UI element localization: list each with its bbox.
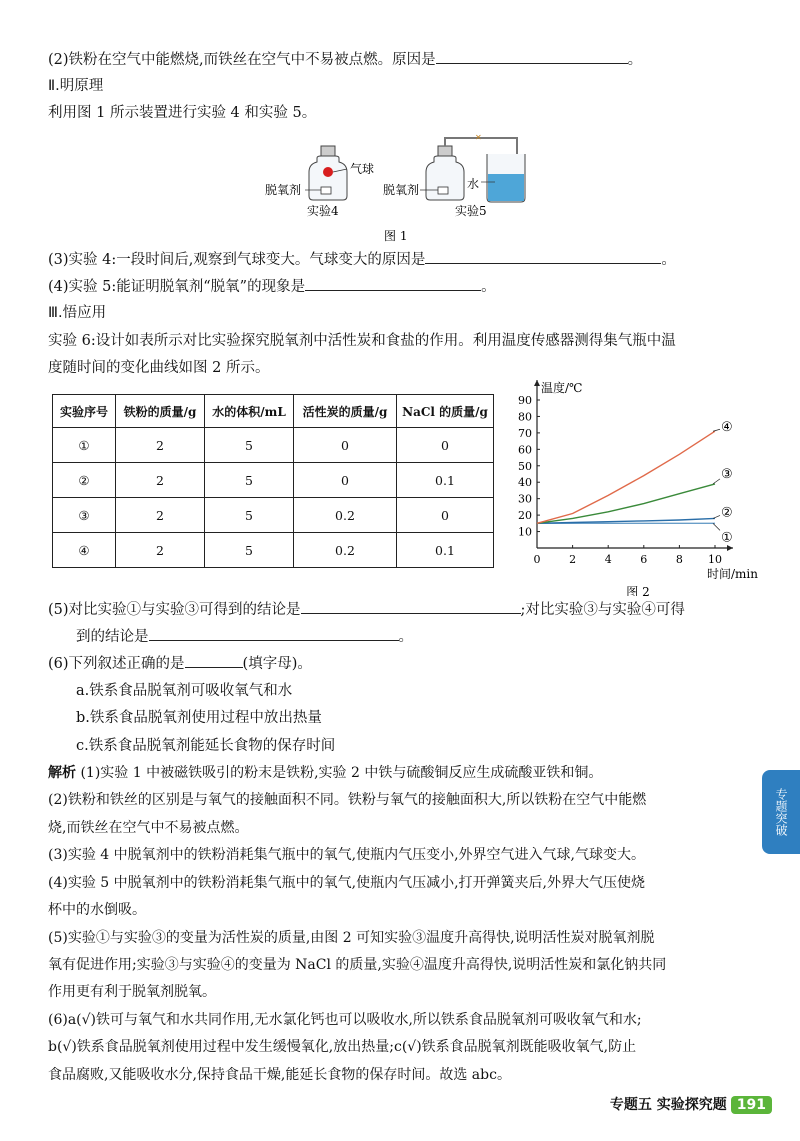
analysis-line: 解析 (1)实验 1 中被磁铁吸引的粉末是铁粉,实验 2 中铁与硫酸铜反应生成硫酸亚铁和铜。 — [48, 765, 603, 781]
x-tick-label: 10 — [708, 553, 722, 566]
x-tick-label: 6 — [640, 553, 648, 566]
series-leader — [713, 429, 720, 431]
question-3: (3)实验 4:一段时间后,观察到气球变大。气球变大的原因是 。 — [48, 249, 676, 270]
answer-blank[interactable] — [301, 599, 521, 614]
y-tick-label: 50 — [518, 459, 532, 473]
balloon-icon — [323, 167, 333, 177]
series-leader — [713, 523, 720, 530]
answer-blank[interactable] — [185, 653, 243, 668]
experiment-table — [52, 394, 494, 568]
analysis-line: 食品腐败,又能吸收水分,保持食品干燥,能延长食物的保存时间。故选 abc。 — [48, 1067, 511, 1083]
section-text: 度随时间的变化曲线如图 2 所示。 — [48, 360, 270, 376]
x-axis-label: 时间/min — [707, 567, 758, 581]
agent-label-5: 脱氧剂 — [383, 183, 420, 197]
water-label: 水 — [467, 177, 480, 191]
question-5: (5)对比实验①与实验③可得到的结论是 ;对比实验③与实验④可得 — [48, 599, 685, 620]
y-tick-label: 90 — [518, 394, 532, 407]
exp5-label: 实验5 — [455, 204, 487, 218]
answer-blank[interactable] — [425, 249, 661, 264]
analysis-line: (4)实验 5 中脱氧剂中的铁粉消耗集气瓶中的氧气,使瓶内气压减小,打开弹簧夹后,外界大气压使烧 — [48, 875, 645, 891]
series-leader — [713, 479, 720, 484]
answer-blank[interactable] — [305, 276, 481, 291]
option-a: a.铁系食品脱氧剂可吸收氧气和水 — [76, 683, 293, 699]
option-c: c.铁系食品脱氧剂能延长食物的保存时间 — [76, 738, 336, 754]
table-row: ① 2 5 0 0 — [53, 428, 494, 463]
series-label: ④ — [721, 420, 733, 436]
bottle-exp5 — [420, 133, 525, 202]
analysis-line: b(√)铁系食品脱氧剂使用过程中发生缓慢氧化,放出热量;c(√)铁系食品脱氧剂既能吸收氧气,防止 — [48, 1039, 637, 1055]
question-6: (6)下列叙述正确的是 (填字母)。 — [48, 653, 312, 674]
section-intro: 利用图 1 所示装置进行实验 4 和实验 5。 — [48, 105, 317, 121]
page-footer — [610, 1094, 772, 1114]
y-tick-label: 20 — [518, 509, 532, 523]
temperature-chart — [505, 378, 765, 596]
y-axis-label: 温度/℃ — [541, 381, 583, 395]
analysis-line: (3)实验 4 中脱氧剂中的铁粉消耗集气瓶中的氧气,使瓶内气压变小,外界空气进入气球,气球变大。 — [48, 847, 645, 863]
question-2: (2)铁粉在空气中能燃烧,而铁丝在空气中不易被点燃。原因是 。 — [48, 49, 642, 70]
chart-title: 图 2 — [626, 585, 650, 596]
x-tick-label: 0 — [533, 553, 541, 566]
x-tick-label: 2 — [569, 553, 577, 566]
table-row: ② 2 5 0 0.1 — [53, 463, 494, 498]
analysis-line: (6)a(√)铁可与氧气和水共同作用,无水氯化钙也可以吸收水,所以铁系食品脱氧剂可吸收氧气和水; — [48, 1012, 642, 1028]
series-leader — [713, 515, 720, 518]
y-tick-label: 10 — [518, 525, 532, 539]
side-tab[interactable]: 专题突破 — [762, 770, 800, 854]
series-label: ② — [721, 505, 733, 521]
answer-blank[interactable] — [436, 49, 628, 64]
analysis-line: 作用更有利于脱氧剂脱氧。 — [48, 984, 216, 1000]
section-title: Ⅲ.悟应用 — [48, 305, 107, 321]
answer-blank[interactable] — [149, 626, 399, 641]
series-label: ① — [721, 530, 733, 546]
x-axis-arrow — [727, 545, 733, 551]
section-title: Ⅱ.明原理 — [48, 78, 104, 94]
y-tick-label: 80 — [518, 410, 532, 424]
figure-1 — [255, 132, 535, 242]
question-5-cont: 到的结论是 。 — [76, 626, 413, 647]
analysis-line: (2)铁粉和铁丝的区别是与氧气的接触面积不同。铁粉与氧气的接触面积大,所以铁粉在空气中能燃 — [48, 792, 647, 808]
figure-1-caption: 图 1 — [384, 229, 408, 242]
y-axis-arrow — [534, 380, 540, 386]
section-text: 实验 6:设计如表所示对比实验探究脱氧剂中活性炭和食盐的作用。利用温度传感器测得集气瓶中温 — [48, 333, 676, 349]
exp4-label: 实验4 — [307, 204, 339, 218]
x-tick-label: 4 — [604, 553, 612, 566]
footer-section: 专题五 实验探究题 — [609, 1097, 727, 1113]
clip-icon: ✕ — [475, 133, 482, 142]
y-tick-label: 60 — [518, 443, 532, 457]
series-line — [537, 431, 715, 523]
series-line — [537, 484, 715, 523]
table-row: ④ 2 5 0.2 0.1 — [53, 533, 494, 568]
analysis-line: 杯中的水倒吸。 — [48, 902, 146, 918]
water-fill — [488, 174, 524, 201]
y-tick-label: 40 — [518, 476, 532, 490]
option-b: b.铁系食品脱氧剂使用过程中放出热量 — [76, 710, 322, 726]
series-label: ③ — [721, 466, 733, 482]
agent-label-4: 脱氧剂 — [265, 183, 302, 197]
analysis-line: 烧,而铁丝在空气中不易被点燃。 — [48, 820, 249, 836]
table-header-row: 实验序号 铁粉的质量/g 水的体积/mL 活性炭的质量/g NaCl 的质量/g — [53, 395, 494, 428]
page-number: 191 — [731, 1096, 772, 1114]
x-tick-label: 8 — [675, 553, 683, 566]
balloon-label: 气球 — [350, 162, 375, 176]
analysis-line: 氧有促进作用;实验③与实验④的变量为 NaCl 的质量,实验④温度升高得快,说明活性炭和氯化钠共同 — [48, 957, 667, 973]
question-4: (4)实验 5:能证明脱氧剂“脱氧”的现象是 。 — [48, 276, 496, 297]
y-tick-label: 70 — [518, 426, 532, 440]
table-row: ③ 2 5 0.2 0 — [53, 498, 494, 533]
analysis-line: (5)实验①与实验③的变量为活性炭的质量,由图 2 可知实验③温度升高得快,说明活性炭对脱氧剂脱 — [48, 930, 655, 946]
y-tick-label: 30 — [518, 492, 532, 506]
bottle-exp4 — [305, 146, 347, 200]
analysis-label: 解析 — [48, 765, 76, 781]
